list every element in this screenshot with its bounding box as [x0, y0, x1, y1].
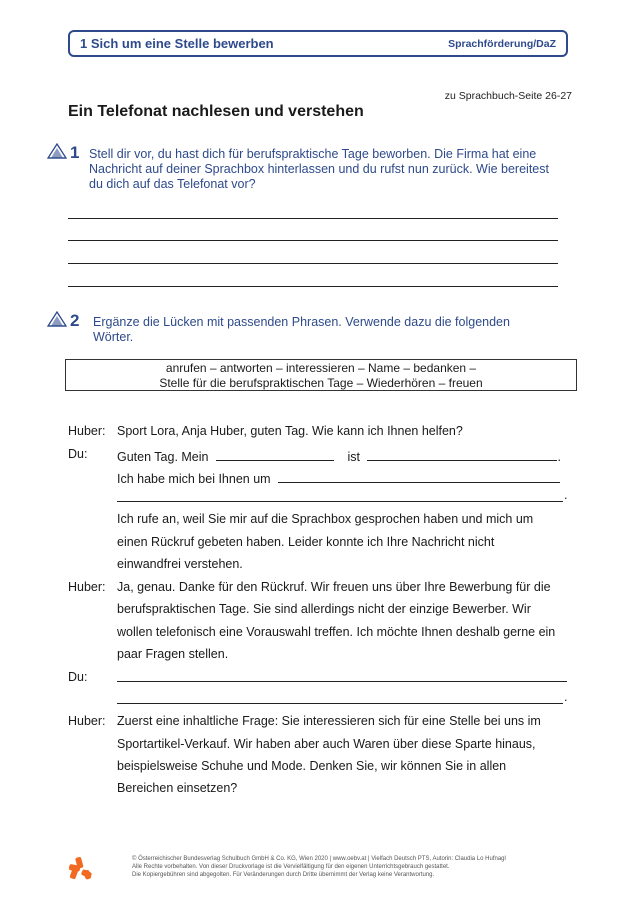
dialogue-line: Ich rufe an, weil Sie mir auf die Sprachbox gesprochen haben und mich um: [117, 512, 534, 526]
speaker-huber: Huber:: [68, 424, 106, 438]
difficulty-icon: [47, 143, 67, 159]
speaker-du: Du:: [68, 447, 88, 461]
dialogue-line: Zuerst eine inhaltliche Frage: Sie interessieren sich für eine Stelle bei uns im: [117, 714, 541, 728]
task-1-instruction: [89, 147, 549, 192]
task-1-line: du dich auf das Telefonat vor?: [89, 177, 256, 191]
dialogue-punct: .: [564, 690, 568, 704]
speaker-huber: Huber:: [68, 714, 106, 728]
dialogue-line: einwandfrei verstehen.: [117, 557, 243, 571]
dialogue-line: [117, 469, 560, 486]
gap-name[interactable]: [216, 447, 334, 461]
dialogue-line: Sport Lora, Anja Huber, guten Tag. Wie kann ich Ihnen helfen?: [117, 424, 463, 438]
subject-label: Sprachförderung/DaZ: [448, 37, 556, 50]
dialogue-line: einen Rückruf gebeten haben. Leider konnte ich Ihre Nachricht nicht: [117, 535, 495, 549]
dialogue-line: [117, 447, 561, 464]
dialogue-text: ist: [347, 450, 360, 464]
answer-line[interactable]: [68, 240, 558, 241]
copyright-notice: [132, 855, 592, 879]
publisher-logo: [68, 856, 94, 882]
dialogue-line: Sportartikel-Verkauf. Wir haben aber auch Waren über diese Sparte hinaus,: [117, 737, 536, 751]
dialogue-line: Ja, genau. Danke für den Rückruf. Wir freuen uns über Ihre Bewerbung für die: [117, 580, 551, 594]
dialogue-punct: .: [564, 488, 568, 502]
dialogue-line: berufspraktischen Tage. Sie sind allerdings nicht der einzige Bewerber. Wir: [117, 602, 531, 616]
speaker-du: Du:: [68, 670, 88, 684]
task-1-line: Nachricht auf deiner Sprachbox hinterlassen und du rufst nun zurück. Wie bereitest: [89, 162, 549, 176]
dialogue-line: paar Fragen stellen.: [117, 647, 229, 661]
copyright-line: Alle Rechte vorbehalten. Von dieser Druckvorlage ist die Vervielfältigung für den eigenen Unterrichtsgebrauch gestattet.: [132, 864, 450, 870]
dialogue-text: Guten Tag. Mein: [117, 450, 209, 464]
task-2-number: 2: [70, 311, 80, 330]
chapter-title: 1 Sich um eine Stelle bewerben: [80, 36, 274, 51]
answer-line[interactable]: [68, 286, 558, 287]
dialogue-line: wollen telefonisch eine Vorauswahl treffen. Ich möchte Ihnen deshalb gerne ein: [117, 625, 556, 639]
copyright-line: Die Kopiergebühren sind abgegolten. Für Veränderungen durch Dritte übernimmt der Verlag keine Verantwortung.: [132, 872, 435, 878]
gap-name-value[interactable]: [367, 447, 557, 461]
answer-line[interactable]: [68, 218, 558, 219]
copyright-line: © Österreichischer Bundesverlag Schulbuch GmbH & Co. KG, Wien 2020 | www.oebv.at | Vielfach Deutsch PTS, Autorin: Claudia Lo Hufnagl: [132, 856, 506, 862]
word-bank-line: Stelle für die berufspraktischen Tage – Wiederhören – freuen: [159, 375, 483, 390]
dialogue-line: beispielsweise Schuhe und Mode. Denken Sie, wir können Sie in allen: [117, 759, 507, 773]
word-bank: [65, 359, 577, 391]
task-2-instruction: [93, 315, 510, 345]
task-2-line: Ergänze die Lücken mit passenden Phrasen. Verwende dazu die folgenden: [93, 315, 510, 329]
task-2-line: Wörter.: [93, 330, 134, 344]
answer-line[interactable]: [117, 681, 567, 682]
answer-line[interactable]: [117, 501, 563, 502]
task-1-line: Stell dir vor, du hast dich für berufspraktische Tage beworben. Die Firma hat eine: [89, 147, 537, 161]
answer-line[interactable]: [68, 263, 558, 264]
difficulty-icon: [47, 311, 67, 327]
dialogue-line: Bereichen einsetzen?: [117, 781, 238, 795]
page-reference: zu Sprachbuch-Seite 26-27: [444, 90, 572, 102]
page-title: Ein Telefonat nachlesen und verstehen: [68, 103, 364, 120]
speaker-huber: Huber:: [68, 580, 106, 594]
gap-position[interactable]: [278, 469, 560, 483]
task-1-number: 1: [70, 143, 80, 162]
dialogue-text: Ich habe mich bei Ihnen um: [117, 472, 271, 486]
word-bank-line: anrufen – antworten – interessieren – Name – bedanken –: [165, 361, 477, 375]
chapter-header: [68, 30, 568, 57]
answer-line[interactable]: [117, 703, 563, 704]
dialogue-punct: .: [557, 450, 561, 464]
